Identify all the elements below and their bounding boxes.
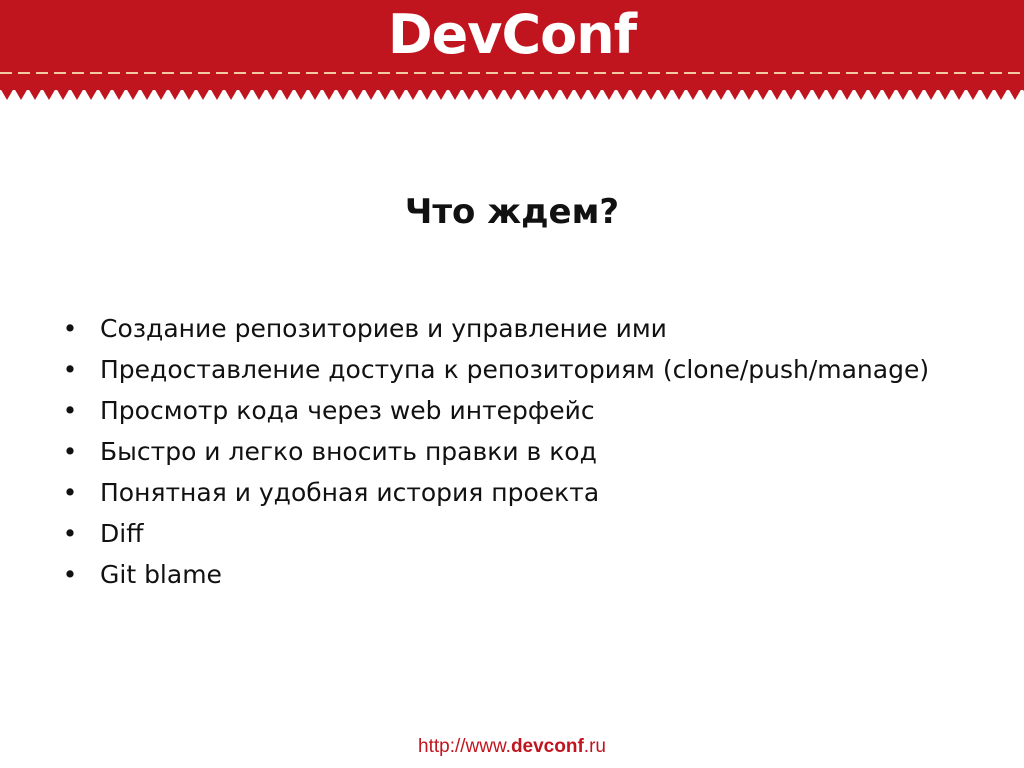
bullet-text: Быстро и легко вносить правки в код (100, 437, 597, 466)
bullet-text: Создание репозиториев и управление ими (100, 314, 667, 343)
bullet-item (60, 390, 980, 431)
bullet-dot-icon: • (62, 396, 78, 425)
bullet-dot-icon: • (62, 437, 78, 466)
bullet-item (60, 349, 980, 390)
devconf-logo: DevConf (387, 3, 637, 66)
bullet-item (60, 308, 980, 349)
bullet-item (60, 431, 980, 472)
bullet-text: Diff (100, 519, 144, 548)
bullet-text: Предоставление доступа к репозиториям (clone/push/manage) (100, 355, 930, 384)
footer-url-prefix: http://www. (418, 736, 511, 757)
footer-url-suffix: .ru (583, 736, 606, 757)
bullet-text: Просмотр кода через web интерфейс (100, 396, 595, 425)
bullet-dot-icon: • (62, 355, 78, 384)
bullet-text: Понятная и удобная история проекта (100, 478, 600, 507)
bullet-dot-icon: • (62, 478, 78, 507)
bullet-text: Git blame (100, 560, 222, 589)
bullet-dot-icon: • (62, 560, 78, 589)
bullet-dot-icon: • (62, 314, 78, 343)
bullet-item (60, 513, 980, 554)
slide-title: Что ждем? (404, 192, 620, 232)
footer-url[interactable] (0, 734, 1024, 760)
bullet-dot-icon: • (62, 519, 78, 548)
bullet-item (60, 554, 980, 595)
bullet-item (60, 472, 980, 513)
bullet-list (60, 308, 980, 595)
footer-url-brand: devconf (510, 736, 584, 757)
